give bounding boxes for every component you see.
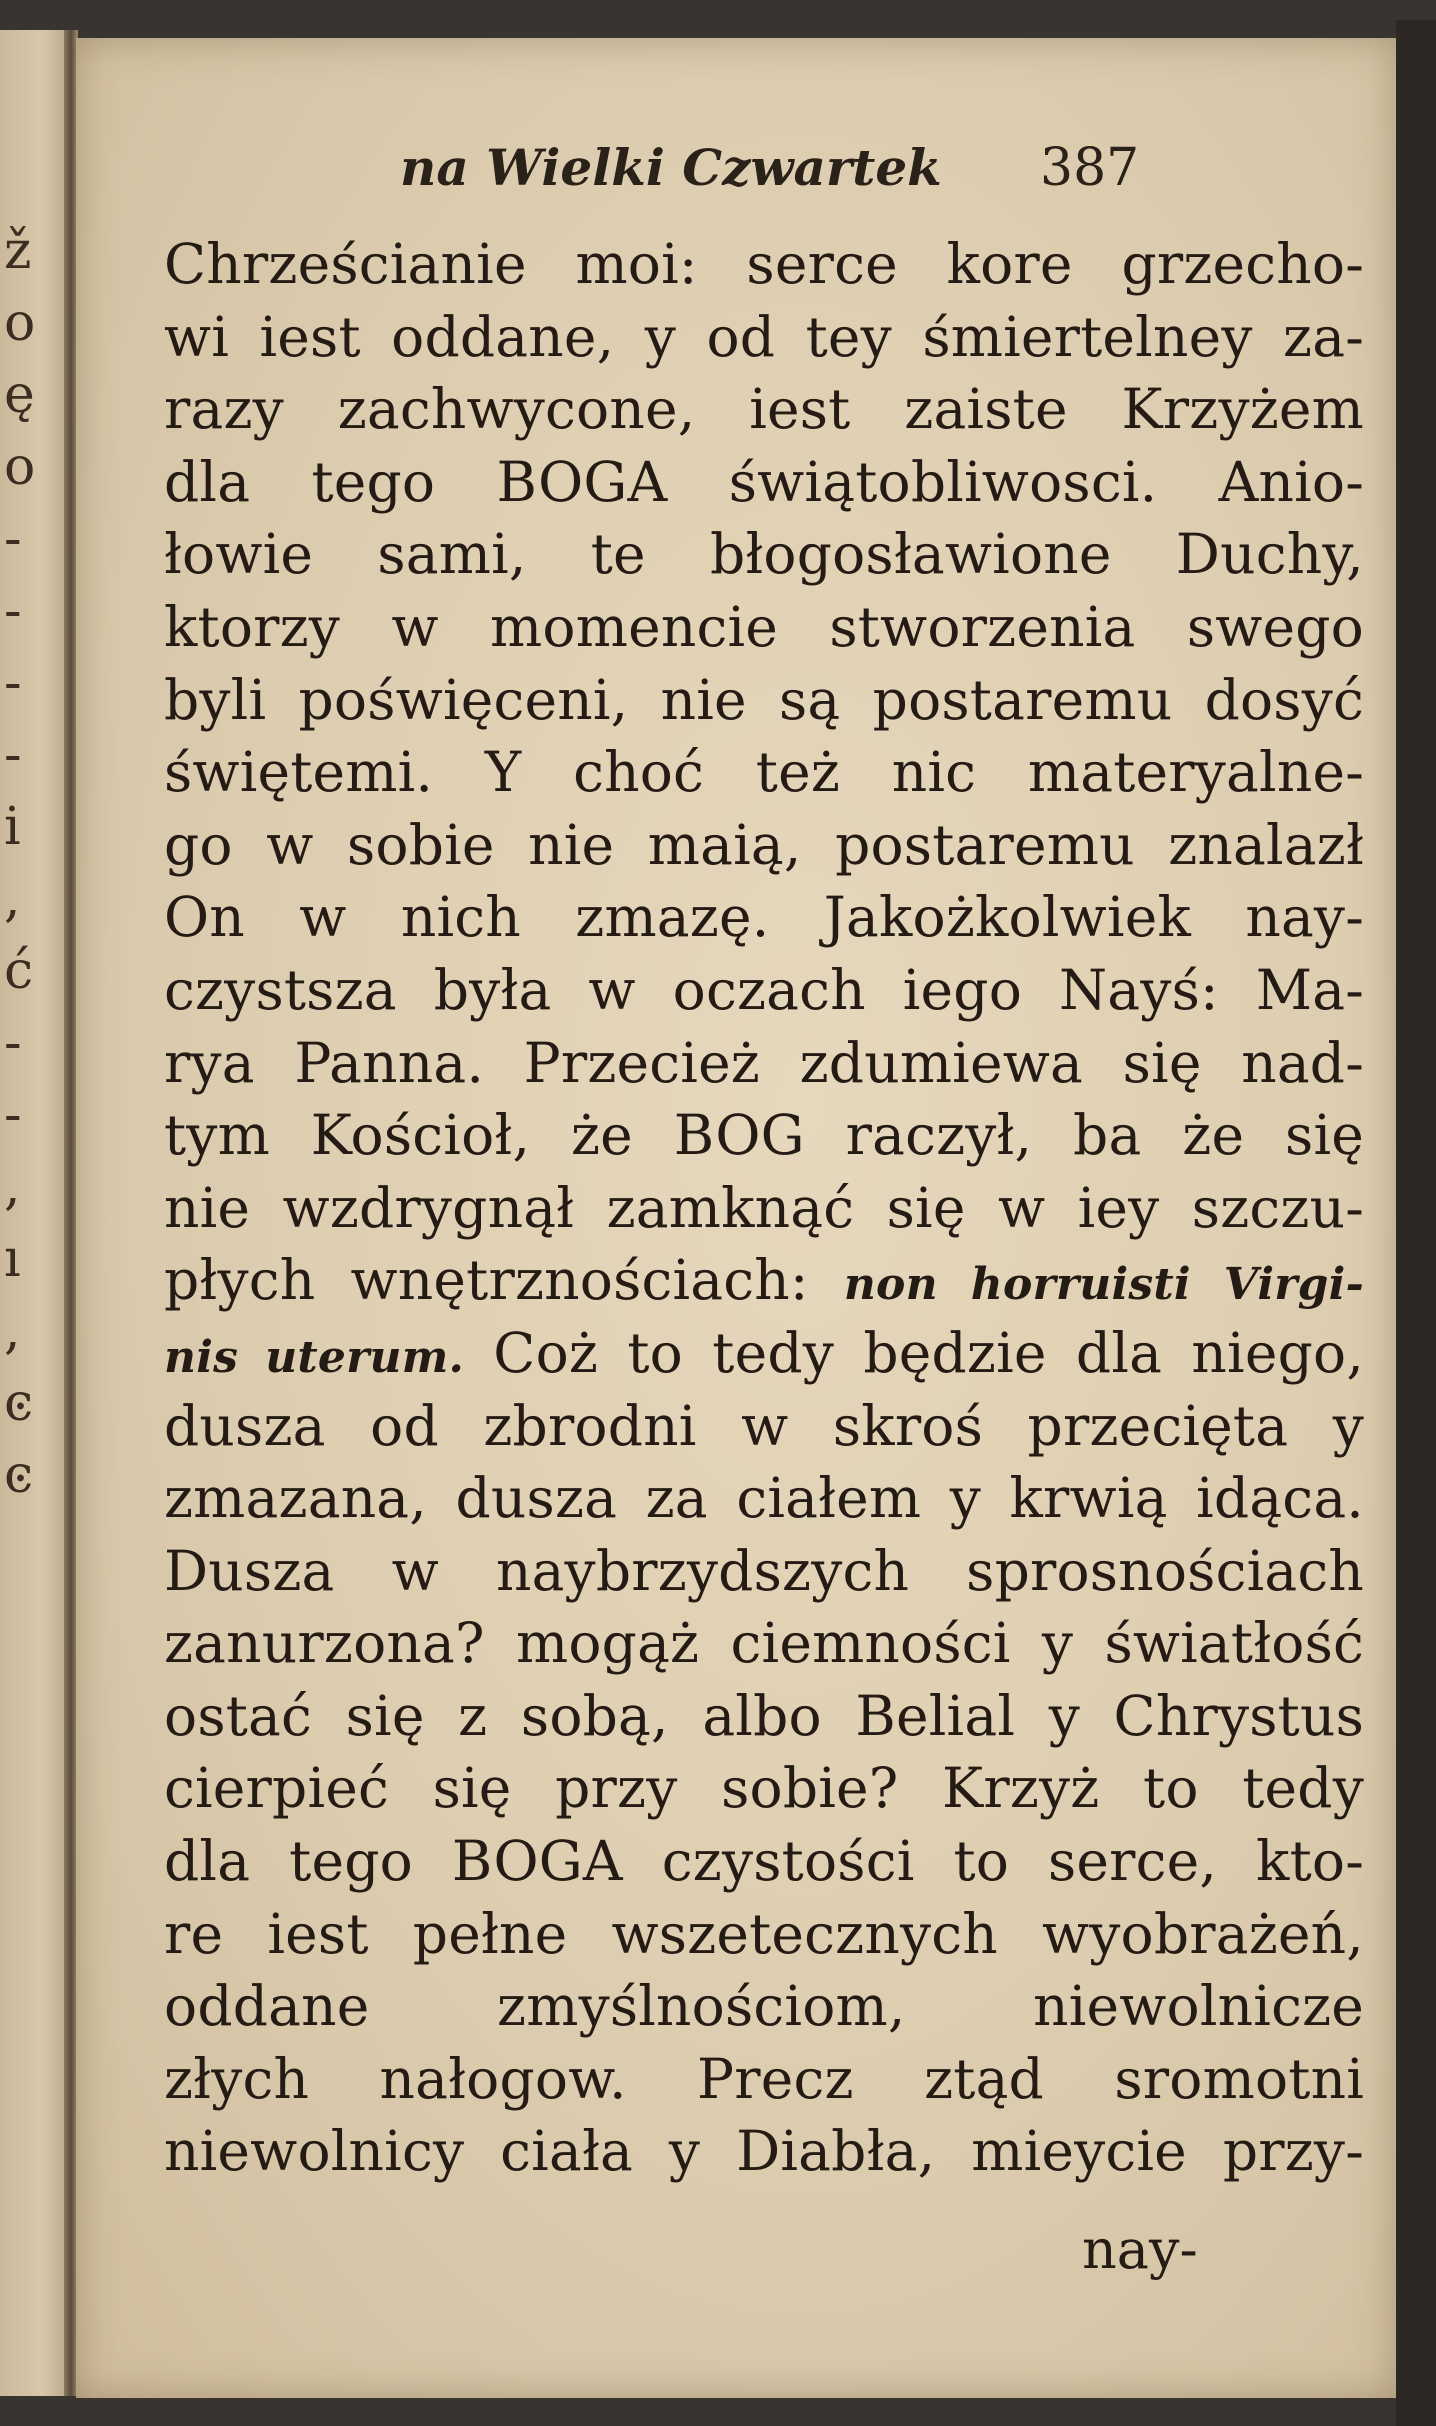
text-segment: dusza od zbrodni w skroś przecięta y [164,1393,1364,1458]
prev-page-letter: ć [4,941,34,1001]
prev-page-letter: - [4,1013,22,1073]
text-line [164,373,1364,446]
previous-page-edge [0,30,70,2396]
text-line [164,1970,1364,2043]
text-line [164,2043,1364,2116]
text-segment: re iest pełne wszetecznych wyobrażeń, [164,1901,1364,1966]
text-segment: zmazana, dusza za ciałem y krwią idąca. [164,1466,1364,1531]
text-line [164,1752,1364,1825]
text-segment: Dusza w naybrzydszych sprosnościach [164,1538,1364,1603]
text-line [164,664,1364,737]
text-segment: Chrześcianie moi: serce kore grzecho- [164,232,1364,296]
text-segment: zanurzona? mogąż ciemności y światłość [164,1611,1364,1676]
text-line [164,1898,1364,1971]
latin-quote: nis uterum. [164,1331,464,1383]
text-segment: ostać się z sobą, albo Belial y Chrystus [164,1683,1364,1748]
page-header [76,138,1396,228]
text-line [164,228,1364,301]
text-segment: nie wzdrygnął zamknąć się w iey szczu- [164,1175,1364,1240]
text-segment: dla tego BOGA czystości to serce, kto- [164,1829,1364,1894]
text-line [164,1390,1364,1463]
scan-background-edge [1396,20,1436,2426]
text-line [164,1027,1364,1100]
text-segment: łowie sami, te błogosławione Duchy, [164,522,1364,587]
book-page [76,38,1396,2398]
text-segment: ktorzy w momencie stworzenia swego [164,594,1364,659]
prev-page-letter: , [4,1301,21,1361]
prev-page-letter: - [4,509,22,569]
prev-page-letter: ž [4,221,32,281]
latin-quote: non horruisti Virgi- [843,1259,1365,1311]
prev-page-letter: ͼ [4,1373,34,1433]
text-line [164,881,1364,954]
text-segment: płych wnętrznościach: [164,1248,844,1313]
text-line [164,954,1364,1027]
text-segment: razy zachwycone, iest zaiste Krzyżem [164,377,1364,442]
prev-page-letter: , [4,1157,21,1217]
text-line [164,1462,1364,1535]
text-segment: złych nałogow. Precz ztąd sromotni [164,2046,1364,2111]
text-segment: On w nich zmazę. Jakożkolwiek nay- [164,885,1364,950]
page-number: 387 [1040,138,1140,198]
text-line [164,1535,1364,1608]
text-line [164,301,1364,374]
prev-page-letter: ę [4,365,35,425]
prev-page-letter: - [4,1085,22,1145]
catchword: nay- [1082,2218,1198,2281]
prev-page-letter: , [4,869,21,929]
text-segment: świętemi. Y choć też nic materyalne- [164,740,1364,805]
prev-page-letter: - [4,581,22,641]
prev-page-letter: o [4,437,36,497]
text-line [164,809,1364,882]
prev-page-letter: o [4,293,36,353]
text-segment: rya Panna. Przecież zdumiewa się nad- [164,1030,1364,1095]
text-line [164,1317,1364,1390]
text-segment: cierpieć się przy sobie? Krzyż to tedy [164,1756,1364,1821]
prev-page-letter: ͼ [4,1445,34,1505]
text-segment: wi iest oddane, y od tey śmiertelney za- [164,304,1364,369]
running-head: na Wielki Czwartek [400,138,942,197]
text-line [164,1825,1364,1898]
text-segment: byli poświęceni, nie są postaremu dosyć [164,667,1364,732]
text-segment: oddane zmyślnościom, niewolnicze [164,1974,1364,2039]
text-line [164,1099,1364,1172]
text-line [164,2115,1364,2188]
text-line [164,1680,1364,1753]
text-line [164,1172,1364,1245]
text-segment: go w sobie nie maią, postaremu znalazł [164,812,1364,877]
text-line [164,1607,1364,1680]
text-segment: dla tego BOGA świątobliwosci. Anio- [164,449,1364,514]
prev-page-letter: - [4,653,22,713]
prev-page-letter: i [4,797,21,857]
text-segment: Coż to tedy będzie dla niego, [463,1320,1364,1385]
text-line [164,446,1364,519]
body-text [164,228,1364,2188]
text-line [164,518,1364,591]
text-line [164,1244,1364,1317]
text-segment: czystsza była w oczach iego Nayś: Ma- [164,957,1364,1022]
prev-page-letter: ı [4,1229,21,1289]
text-line [164,736,1364,809]
text-segment: niewolnicy ciała y Diabła, mieycie przy- [164,2119,1364,2184]
text-segment: tym Kościoł, że BOG raczył, ba że się [164,1103,1364,1168]
prev-page-letter: - [4,725,22,785]
text-line [164,591,1364,664]
